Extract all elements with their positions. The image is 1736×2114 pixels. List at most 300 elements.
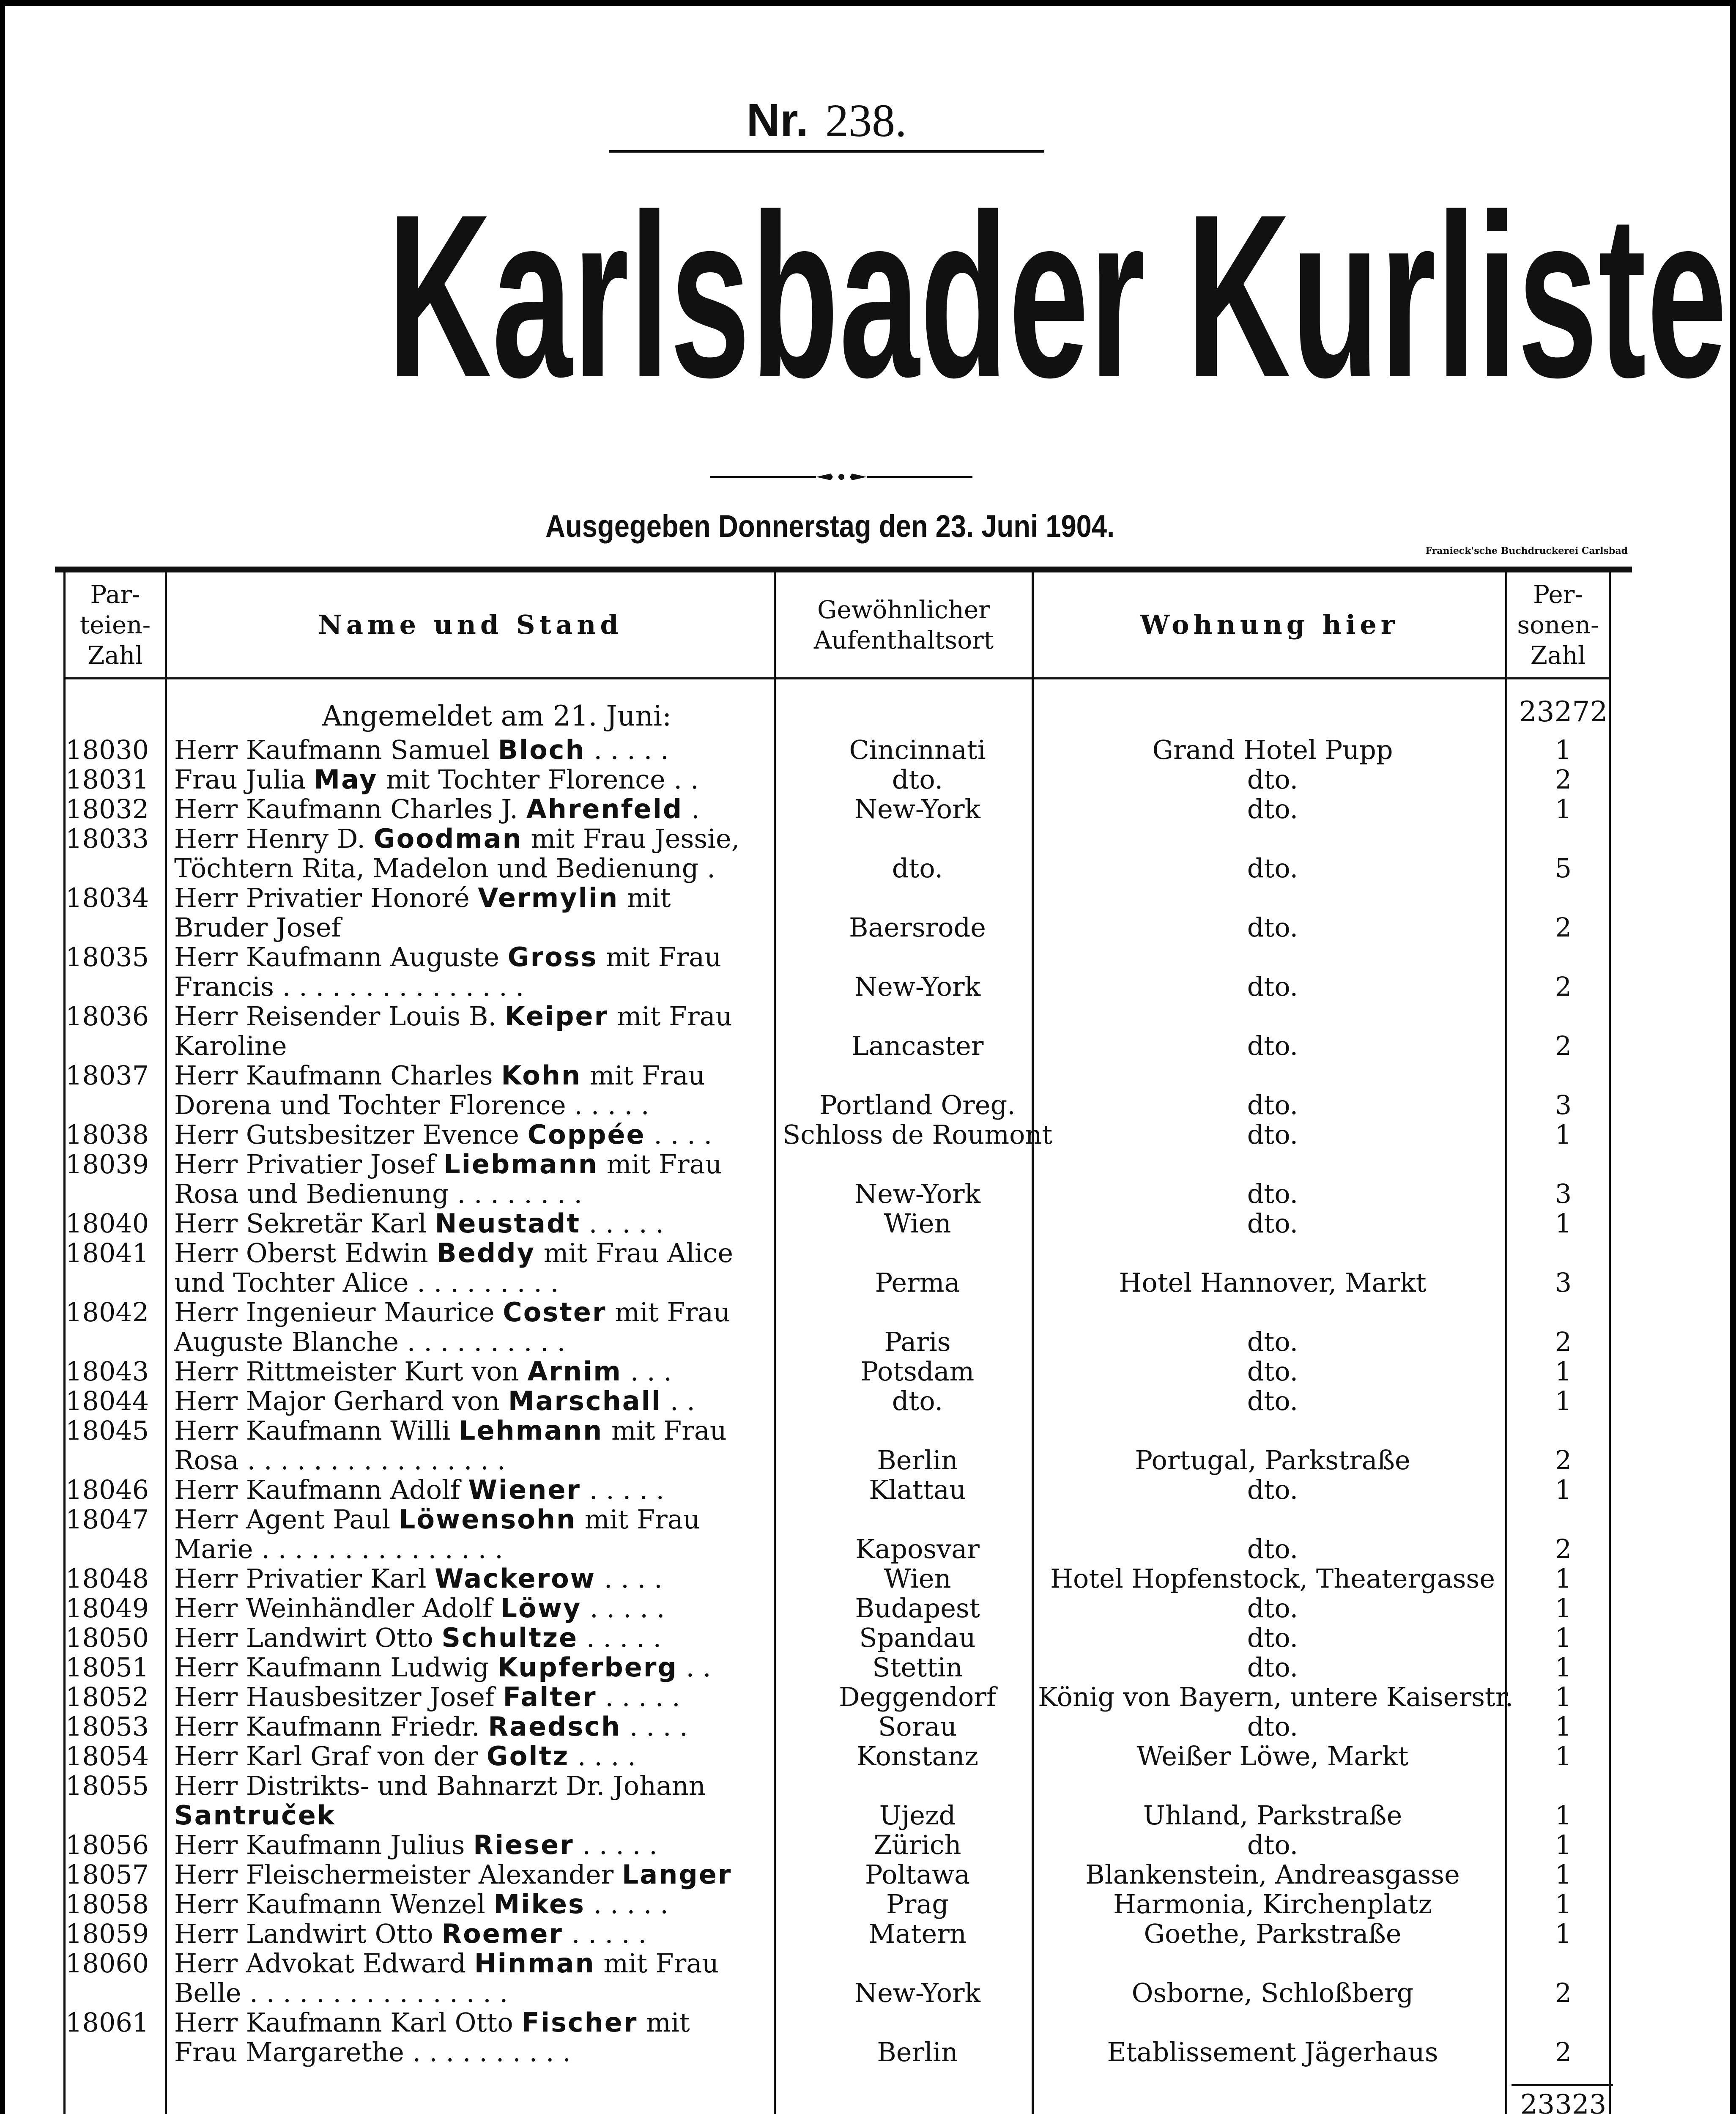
guest-surname: Löwy bbox=[500, 1594, 582, 1623]
page-border bbox=[1730, 0, 1736, 2114]
usual-residence: Budapest bbox=[855, 1593, 980, 1624]
guest-surname: Wiener bbox=[468, 1475, 581, 1505]
usual-residence: Perma bbox=[875, 1267, 960, 1298]
guest-surname: Liebmann bbox=[444, 1150, 598, 1179]
table-row bbox=[63, 1238, 1611, 1298]
guest-title: Herr Kaufmann Auguste bbox=[174, 942, 499, 972]
guest-line-1 bbox=[174, 765, 825, 794]
persons-count: 1 bbox=[1555, 734, 1572, 765]
guest-surname: Ahrenfeld bbox=[526, 794, 683, 824]
issue-number-label: Nr. bbox=[746, 94, 809, 146]
guest-title: Herr Kaufmann Ludwig bbox=[174, 1653, 489, 1682]
guest-line-1 bbox=[174, 1209, 825, 1238]
party-number: 18049 bbox=[66, 1593, 149, 1624]
guest-title: Herr Ingenieur Maurice bbox=[174, 1298, 495, 1327]
guest-line-1-rest: . . . . bbox=[621, 1712, 688, 1742]
guest-line-1-rest: . . . . bbox=[645, 1120, 712, 1150]
guest-companions: Frau Margarethe . . . . . . . . . . bbox=[174, 2037, 571, 2067]
guest-line-1-rest: mit Frau bbox=[608, 1002, 732, 1031]
guest-title: Herr Kaufmann Adolf bbox=[174, 1475, 460, 1505]
lodging-here: dto. bbox=[1247, 1829, 1298, 1860]
guest-line-1-rest: mit Frau Jessie, bbox=[522, 824, 740, 854]
lodging-here: dto. bbox=[1247, 1356, 1298, 1387]
lodging-here: dto. bbox=[1247, 912, 1298, 943]
usual-residence: Sorau bbox=[878, 1711, 957, 1742]
guest-name-and-status bbox=[174, 1238, 825, 1298]
party-number: 18047 bbox=[66, 1504, 149, 1535]
column-header-town: Gewöhnlicher Aufenthaltsort bbox=[813, 595, 994, 654]
guest-title: Herr Major Gerhard von bbox=[174, 1386, 500, 1416]
table-row bbox=[63, 735, 1611, 765]
party-number: 18035 bbox=[66, 942, 149, 972]
guest-name-and-status bbox=[174, 1475, 825, 1505]
lodging-here: Etablissement Jägerhaus bbox=[1107, 2037, 1438, 2067]
usual-residence: Paris bbox=[884, 1326, 951, 1357]
guest-companions: Belle . . . . . . . . . . . . . . . . bbox=[174, 1978, 508, 2008]
guest-surname: Roemer bbox=[441, 1919, 563, 1949]
guest-surname: Santruček bbox=[174, 1801, 336, 1830]
guest-surname: Goltz bbox=[486, 1742, 570, 1771]
lodging-here: dto. bbox=[1247, 1386, 1298, 1416]
guest-surname: Hinman bbox=[474, 1949, 595, 1978]
guest-surname: Mikes bbox=[493, 1889, 585, 1919]
guest-line-2 bbox=[174, 1179, 825, 1209]
lodging-here: dto. bbox=[1247, 764, 1298, 795]
guest-line-1 bbox=[174, 735, 825, 765]
guest-line-2 bbox=[174, 972, 825, 1002]
guest-line-1-rest: mit Frau Alice bbox=[535, 1238, 734, 1268]
table-row bbox=[63, 1120, 1611, 1150]
party-number: 18043 bbox=[66, 1356, 149, 1387]
persons-count: 1 bbox=[1555, 1119, 1572, 1150]
guest-name-and-status bbox=[174, 1919, 825, 1949]
table-row bbox=[63, 1682, 1611, 1712]
guest-surname: Schultze bbox=[441, 1623, 578, 1653]
guest-companions: und Tochter Alice . . . . . . . . . bbox=[174, 1268, 559, 1298]
guest-name-and-status bbox=[174, 1860, 825, 1889]
guest-line-2 bbox=[174, 1978, 825, 2008]
party-number: 18033 bbox=[66, 823, 149, 854]
guest-title: Herr Privatier Karl bbox=[174, 1564, 427, 1594]
guest-surname: Raedsch bbox=[488, 1712, 622, 1742]
persons-count: 1 bbox=[1555, 1741, 1572, 1772]
guest-name-and-status bbox=[174, 735, 825, 765]
guest-line-2 bbox=[174, 1031, 825, 1061]
lodging-here: König von Bayern, untere Kaiserstr. bbox=[1038, 1681, 1514, 1712]
usual-residence: Berlin bbox=[877, 1445, 958, 1476]
persons-count: 2 bbox=[1555, 764, 1572, 795]
guest-title: Herr Gutsbesitzer Evence bbox=[174, 1120, 519, 1150]
guest-surname: Beddy bbox=[436, 1238, 536, 1268]
guest-line-1-rest: mit Tochter Florence . . bbox=[378, 765, 699, 794]
guest-line-1-rest: mit Frau bbox=[581, 1061, 705, 1090]
guest-line-1 bbox=[174, 1830, 825, 1860]
guest-name-and-status bbox=[174, 2008, 825, 2067]
guest-line-1 bbox=[174, 1860, 825, 1889]
table-row bbox=[63, 765, 1611, 794]
usual-residence: Spandau bbox=[859, 1622, 976, 1653]
usual-residence: Ujezd bbox=[879, 1800, 956, 1831]
issue-number-value: 238. bbox=[825, 95, 907, 146]
lodging-here: dto. bbox=[1247, 1119, 1298, 1150]
persons-count: 3 bbox=[1555, 1267, 1572, 1298]
lodging-here: dto. bbox=[1247, 1208, 1298, 1239]
table-row bbox=[63, 1002, 1611, 1061]
persons-count: 2 bbox=[1555, 1533, 1572, 1564]
usual-residence: Stettin bbox=[872, 1652, 963, 1683]
guest-line-1 bbox=[174, 1889, 825, 1919]
guest-title: Herr Kaufmann Julius bbox=[174, 1830, 465, 1860]
guest-line-1-rest: . . bbox=[662, 1386, 695, 1416]
guest-surname: Coppée bbox=[527, 1120, 646, 1150]
usual-residence: New-York bbox=[854, 1178, 981, 1209]
guest-title: Herr Fleischermeister Alexander bbox=[174, 1860, 614, 1889]
guest-line-1 bbox=[174, 1919, 825, 1949]
guest-line-1 bbox=[174, 1594, 825, 1623]
guest-line-1-rest: . . . . bbox=[569, 1742, 636, 1771]
guest-title: Herr Kaufmann Willi bbox=[174, 1416, 451, 1446]
party-number: 18058 bbox=[66, 1889, 149, 1920]
usual-residence: Schloss de Roumont bbox=[782, 1119, 1053, 1150]
party-number: 18045 bbox=[66, 1415, 149, 1446]
guest-name-and-status bbox=[174, 1209, 825, 1238]
table-row bbox=[63, 824, 1611, 883]
guest-name-and-status bbox=[174, 1505, 825, 1564]
page-title: Karlsbader Kurliste bbox=[387, 166, 1728, 426]
lodging-here: dto. bbox=[1247, 1622, 1298, 1653]
persons-count: 1 bbox=[1555, 1563, 1572, 1594]
table-row bbox=[63, 1475, 1611, 1505]
party-number: 18042 bbox=[66, 1297, 149, 1328]
guest-line-1-rest: . . bbox=[677, 1653, 711, 1682]
party-number: 18060 bbox=[66, 1948, 149, 1979]
page-border bbox=[0, 0, 5, 2114]
guest-surname: Coster bbox=[503, 1298, 607, 1327]
guest-name-and-status bbox=[174, 765, 825, 794]
table-row bbox=[63, 1505, 1611, 1564]
persons-count: 1 bbox=[1555, 1474, 1572, 1505]
table-row bbox=[63, 1742, 1611, 1771]
usual-residence: New-York bbox=[854, 971, 981, 1002]
usual-residence: Berlin bbox=[877, 2037, 958, 2067]
guest-name-and-status bbox=[174, 1061, 825, 1120]
guest-line-2 bbox=[174, 1534, 825, 1564]
party-number: 18055 bbox=[66, 1770, 149, 1801]
issue-number bbox=[609, 93, 1044, 148]
guest-title: Herr Oberst Edwin bbox=[174, 1238, 428, 1268]
table-row bbox=[63, 1653, 1611, 1682]
guest-line-1 bbox=[174, 2008, 825, 2037]
column-header-nr: Par- teien- Zahl bbox=[79, 580, 151, 670]
table-row bbox=[63, 883, 1611, 942]
guest-name-and-status bbox=[174, 1712, 825, 1742]
guest-line-1-rest: . . . . . bbox=[563, 1919, 647, 1949]
lodging-here: Blankenstein, Andreasgasse bbox=[1085, 1859, 1460, 1890]
guest-name-and-status bbox=[174, 1416, 825, 1475]
guest-name-and-status bbox=[174, 1120, 825, 1150]
guest-line-1-rest: . . . . . bbox=[578, 1623, 662, 1653]
table-row bbox=[63, 2008, 1611, 2067]
lodging-here: dto. bbox=[1247, 1652, 1298, 1683]
party-number: 18048 bbox=[66, 1563, 149, 1594]
guest-companions: Francis . . . . . . . . . . . . . . . bbox=[174, 972, 524, 1002]
lodging-here: Weißer Löwe, Markt bbox=[1136, 1741, 1409, 1772]
column-header-hotel: Wohnung hier bbox=[1140, 609, 1399, 640]
guest-companions: Auguste Blanche . . . . . . . . . . bbox=[174, 1327, 566, 1357]
persons-count: 2 bbox=[1555, 1445, 1572, 1476]
guest-name-and-status bbox=[174, 942, 825, 1002]
persons-count: 1 bbox=[1555, 1829, 1572, 1860]
guest-line-2 bbox=[174, 1268, 825, 1298]
guest-line-1-rest: . . . . . bbox=[580, 1209, 664, 1238]
guest-name-and-status bbox=[174, 1889, 825, 1919]
guest-name-and-status bbox=[174, 1002, 825, 1061]
column-header-persons: Per- sonen- Zahl bbox=[1517, 580, 1599, 670]
guest-surname: Bloch bbox=[498, 735, 586, 765]
guest-surname: Kohn bbox=[501, 1061, 582, 1090]
guest-surname: Kupferberg bbox=[497, 1653, 678, 1682]
guest-name-and-status bbox=[174, 1298, 825, 1357]
guest-line-1-rest: mit Frau bbox=[598, 1150, 722, 1179]
persons-count: 1 bbox=[1555, 1918, 1572, 1949]
lodging-here: Osborne, Schloßberg bbox=[1131, 1977, 1414, 2008]
table-row bbox=[63, 1771, 1611, 1830]
persons-count: 1 bbox=[1555, 1859, 1572, 1890]
guest-line-1-rest: . bbox=[683, 794, 700, 824]
guest-title: Frau Julia bbox=[174, 765, 306, 794]
guest-surname: Goodman bbox=[373, 824, 523, 854]
guest-surname: Neustadt bbox=[435, 1209, 580, 1238]
party-number: 18032 bbox=[66, 794, 149, 824]
lodging-here: Portugal, Parkstraße bbox=[1135, 1445, 1410, 1476]
table-row bbox=[63, 1386, 1611, 1416]
guest-companions: Bruder Josef bbox=[174, 913, 341, 942]
persons-count: 2 bbox=[1555, 1326, 1572, 1357]
guest-name-and-status bbox=[174, 1682, 825, 1712]
guest-companions: Töchtern Rita, Madelon und Bedienung . bbox=[174, 854, 715, 883]
guest-title: Herr Rittmeister Kurt von bbox=[174, 1357, 519, 1386]
guest-line-1 bbox=[174, 1150, 825, 1179]
guest-line-1 bbox=[174, 824, 825, 854]
guest-line-1-rest: mit bbox=[638, 2008, 690, 2037]
guest-line-1 bbox=[174, 1298, 825, 1327]
guest-line-1-rest: . . . . . bbox=[574, 1830, 657, 1860]
persons-count: 3 bbox=[1555, 1178, 1572, 1209]
party-number: 18050 bbox=[66, 1622, 149, 1653]
persons-count: 2 bbox=[1555, 2037, 1572, 2067]
guest-surname: Falter bbox=[503, 1682, 597, 1712]
table-row bbox=[63, 1594, 1611, 1623]
guest-line-2 bbox=[174, 1801, 825, 1830]
guest-line-1 bbox=[174, 794, 825, 824]
party-number: 18037 bbox=[66, 1060, 149, 1091]
table-row bbox=[63, 1357, 1611, 1386]
guest-title: Herr Distrikts- und Bahnarzt Dr. Johann bbox=[174, 1771, 706, 1801]
guest-line-1-rest: mit bbox=[619, 883, 671, 913]
registration-date-heading: Angemeldet am 21. Juni: bbox=[322, 700, 672, 732]
lodging-here: dto. bbox=[1247, 1533, 1298, 1564]
lodging-here: dto. bbox=[1247, 1178, 1298, 1209]
party-number: 18046 bbox=[66, 1474, 149, 1505]
party-number: 18052 bbox=[66, 1681, 149, 1712]
guest-list-table bbox=[63, 572, 1611, 2114]
table-top-rule bbox=[55, 567, 1632, 572]
guest-line-1-rest: . . . . . bbox=[580, 1475, 665, 1505]
guest-line-1-rest: . . . . . bbox=[597, 1682, 680, 1712]
guest-line-1 bbox=[174, 1002, 825, 1031]
issue-number-rule bbox=[609, 150, 1044, 153]
guest-name-and-status bbox=[174, 883, 825, 942]
guest-surname: Arnim bbox=[527, 1357, 622, 1386]
persons-count: 1 bbox=[1555, 1593, 1572, 1624]
guest-title: Herr Kaufmann Samuel bbox=[174, 735, 490, 765]
party-number: 18036 bbox=[66, 1001, 149, 1032]
persons-count: 2 bbox=[1555, 912, 1572, 943]
running-total-after: 23323 bbox=[1520, 2089, 1607, 2114]
party-number: 18039 bbox=[66, 1149, 149, 1180]
guest-line-1 bbox=[174, 1475, 825, 1505]
table-row bbox=[63, 1919, 1611, 1949]
table-row bbox=[63, 1061, 1611, 1120]
guest-title: Herr Weinhändler Adolf bbox=[174, 1594, 492, 1623]
guest-surname: Löwensohn bbox=[398, 1505, 577, 1534]
persons-count: 1 bbox=[1555, 1208, 1572, 1239]
lodging-here: Uhland, Parkstraße bbox=[1143, 1800, 1402, 1831]
guest-line-1 bbox=[174, 942, 825, 972]
party-number: 18057 bbox=[66, 1859, 149, 1890]
guest-surname: Wackerow bbox=[435, 1564, 596, 1594]
usual-residence: Wien bbox=[884, 1208, 951, 1239]
table-row bbox=[63, 1712, 1611, 1742]
guest-line-1 bbox=[174, 883, 825, 913]
usual-residence: dto. bbox=[892, 764, 943, 795]
party-number: 18034 bbox=[66, 882, 149, 913]
table-row bbox=[63, 1623, 1611, 1653]
guest-name-and-status bbox=[174, 1623, 825, 1653]
guest-line-1 bbox=[174, 1061, 825, 1090]
lodging-here: Harmonia, Kirchenplatz bbox=[1113, 1889, 1432, 1920]
persons-count: 2 bbox=[1555, 1030, 1572, 1061]
table-row bbox=[63, 942, 1611, 1002]
usual-residence: Klattau bbox=[869, 1474, 966, 1505]
persons-count: 1 bbox=[1555, 1652, 1572, 1683]
guest-name-and-status bbox=[174, 1771, 825, 1830]
guest-title: Herr Kaufmann Charles bbox=[174, 1061, 493, 1090]
lodging-here: Hotel Hopfenstock, Theatergasse bbox=[1050, 1563, 1495, 1594]
guest-surname: May bbox=[314, 765, 378, 794]
guest-title: Herr Privatier Honoré bbox=[174, 883, 470, 913]
guest-surname: Fischer bbox=[521, 2008, 638, 2037]
guest-title: Herr Hausbesitzer Josef bbox=[174, 1682, 495, 1712]
lodging-here: dto. bbox=[1247, 1593, 1298, 1624]
lodging-here: dto. bbox=[1247, 1030, 1298, 1061]
guest-name-and-status bbox=[174, 824, 825, 883]
lodging-here: dto. bbox=[1247, 794, 1298, 824]
guest-surname: Gross bbox=[507, 942, 598, 972]
usual-residence: Potsdam bbox=[860, 1356, 975, 1387]
usual-residence: Poltawa bbox=[865, 1859, 970, 1890]
table-row bbox=[63, 1209, 1611, 1238]
table-row bbox=[63, 794, 1611, 824]
usual-residence: Wien bbox=[884, 1563, 951, 1594]
usual-residence: Baersrode bbox=[849, 912, 986, 943]
persons-count: 2 bbox=[1555, 1977, 1572, 2008]
guest-line-1 bbox=[174, 1682, 825, 1712]
usual-residence: Zürich bbox=[873, 1829, 961, 1860]
guest-line-1 bbox=[174, 1564, 825, 1594]
guest-name-and-status bbox=[174, 1150, 825, 1209]
lodging-here: Goethe, Parkstraße bbox=[1144, 1918, 1402, 1949]
guest-line-1 bbox=[174, 1416, 825, 1446]
usual-residence: Lancaster bbox=[851, 1030, 984, 1061]
guest-line-1 bbox=[174, 1505, 825, 1534]
persons-count: 1 bbox=[1555, 1622, 1572, 1653]
lodging-here: dto. bbox=[1247, 1326, 1298, 1357]
guest-line-1 bbox=[174, 1742, 825, 1771]
party-number: 18053 bbox=[66, 1711, 149, 1742]
guest-line-1 bbox=[174, 1386, 825, 1416]
party-number: 18040 bbox=[66, 1208, 149, 1239]
guest-title: Herr Kaufmann Friedr. bbox=[174, 1712, 480, 1742]
persons-count: 3 bbox=[1555, 1090, 1572, 1120]
ornament-divider-icon bbox=[710, 468, 972, 485]
lodging-here: dto. bbox=[1247, 971, 1298, 1002]
guest-title: Herr Kaufmann Karl Otto bbox=[174, 2008, 513, 2037]
guest-name-and-status bbox=[174, 1386, 825, 1416]
guest-companions: Karoline bbox=[174, 1031, 287, 1061]
table-row bbox=[63, 1860, 1611, 1889]
lodging-here: dto. bbox=[1247, 1090, 1298, 1120]
usual-residence: Konstanz bbox=[856, 1741, 979, 1772]
usual-residence: New-York bbox=[854, 794, 981, 824]
party-number: 18054 bbox=[66, 1741, 149, 1772]
guest-line-1-rest: . . . . . bbox=[581, 1594, 665, 1623]
persons-count: 1 bbox=[1555, 1800, 1572, 1831]
usual-residence: Portland Oreg. bbox=[819, 1090, 1016, 1120]
guest-line-2 bbox=[174, 913, 825, 942]
table-row bbox=[63, 1150, 1611, 1209]
header-rule bbox=[63, 677, 1611, 679]
guest-name-and-status bbox=[174, 1742, 825, 1771]
guest-surname: Lehmann bbox=[458, 1416, 603, 1446]
guest-title: Herr Karl Graf von der bbox=[174, 1742, 478, 1771]
usual-residence: Prag bbox=[886, 1889, 949, 1920]
guest-title: Herr Sekretär Karl bbox=[174, 1209, 427, 1238]
guest-line-1 bbox=[174, 1120, 825, 1150]
guest-line-1-rest: mit Frau bbox=[595, 1949, 719, 1978]
guest-line-1 bbox=[174, 1653, 825, 1682]
guest-line-2 bbox=[174, 1090, 825, 1120]
party-number: 18061 bbox=[66, 2007, 149, 2038]
usual-residence: dto. bbox=[892, 1386, 943, 1416]
party-number: 18038 bbox=[66, 1119, 149, 1150]
printer-imprint: Franieck'sche Buchdruckerei Carlsbad bbox=[1425, 545, 1628, 556]
lodging-here: dto. bbox=[1247, 853, 1298, 884]
guest-title: Herr Kaufmann Wenzel bbox=[174, 1889, 485, 1919]
usual-residence: Cincinnati bbox=[849, 734, 986, 765]
guest-title: Herr Kaufmann Charles J. bbox=[174, 794, 518, 824]
party-number: 18044 bbox=[66, 1386, 149, 1416]
guest-surname: Keiper bbox=[504, 1002, 609, 1031]
guest-name-and-status bbox=[174, 1653, 825, 1682]
guest-line-1 bbox=[174, 1357, 825, 1386]
guest-surname: Vermylin bbox=[478, 883, 619, 913]
table-row bbox=[63, 1949, 1611, 2008]
guest-line-1 bbox=[174, 1238, 825, 1268]
guest-line-1-rest: mit Frau bbox=[603, 1416, 727, 1446]
guest-surname: Langer bbox=[622, 1860, 732, 1889]
guest-line-1 bbox=[174, 1712, 825, 1742]
